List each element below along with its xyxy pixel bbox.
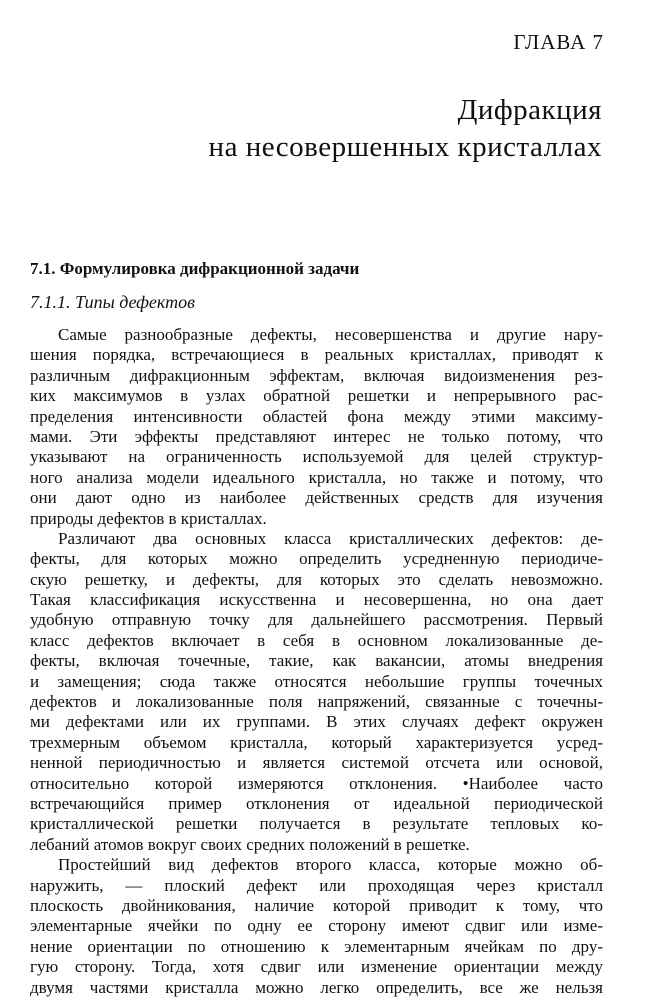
text-line: мами. Эти эффекты представляют интерес не только потому, что [30, 426, 603, 446]
text-line: ми дефектами или их группами. В этих случаях дефект окружен [30, 712, 603, 732]
text-line: кристаллической решетки получается в результате тепловых ко- [30, 814, 603, 834]
text-line: относительно которой измеряются отклонения. •Наиболее часто [30, 773, 603, 793]
text-line: наружить, — плоский дефект или проходящая через кристалл [30, 875, 603, 895]
chapter-title [209, 92, 602, 166]
text-line: нение ориентации по отношению к элементарным ячейкам по дру- [30, 936, 603, 956]
subsection-heading: 7.1.1. Типы дефектов [30, 292, 195, 312]
body-text [30, 325, 603, 998]
text-line: двумя частями кристалла можно легко определить, все же нельзя [30, 977, 603, 997]
text-line: они дают одно из наиболее действенных средств для изучения [30, 488, 603, 508]
chapter-label: ГЛАВА 7 [513, 30, 604, 54]
text-line: гую сторону. Тогда, хотя сдвиг или изменение ориентации между [30, 957, 603, 977]
section-heading: 7.1. Формулировка дифракционной задачи [30, 259, 360, 278]
text-line: пределения интенсивности областей фона между этими максиму- [30, 406, 603, 426]
text-line: фекты, включая точечные, такие, как вакансии, атомы внедрения [30, 651, 603, 671]
text-line: Самые разнообразные дефекты, несовершенства и другие нару- [58, 325, 603, 344]
text-line: класс дефектов включает в себя в основном локализованные де- [30, 630, 603, 650]
text-line: различным дифракционным эффектам, включая видоизменения рез- [30, 365, 603, 385]
text-line: Простейший вид дефектов второго класса, которые можно об- [58, 855, 603, 875]
text-line: плоскость двойникования, наличие которой приводит к тому, что [30, 895, 603, 915]
text-line: ного анализа модели идеального кристалла, но также и потому, что [30, 467, 603, 487]
text-line: трехмерным объемом кристалла, который характеризуется усред- [30, 732, 603, 752]
text-line: и замещения; сюда также относятся небольшие группы точечных [30, 671, 603, 691]
text-line: шения порядка, встречающиеся в реальных кристаллах, приводят к [30, 345, 603, 365]
text-line: ких максимумов в узлах обратной решетки и непрерывного рас- [30, 386, 603, 406]
text-line: дефектов и локализованные поля напряжений, связанные с точечны- [30, 692, 603, 712]
text-line: фекты, для которых можно определить усредненную периодиче- [30, 549, 603, 569]
text-line: ненной периодичностью и является системой отсчета или основой, [30, 753, 603, 773]
text-line: элементарные ячейки по одну ее сторону имеют сдвиг или изме- [30, 916, 603, 936]
chapter-title-line-1: Дифракция [457, 94, 602, 126]
text-line: встречающийся пример отклонения от идеальной периодической [30, 793, 603, 813]
chapter-title-line-2: на несовершенных кристаллах [208, 131, 602, 163]
text-line: лебаний атомов вокруг своих средних положений в решетке. [30, 834, 470, 854]
text-line: природы дефектов в кристаллах. [30, 508, 267, 528]
text-line: Такая классификация искусственна и несовершенна, но она дает [30, 590, 603, 610]
text-line: указывают на ограниченность используемой для целей структур- [30, 447, 603, 467]
text-line: удобную отправную точку для дальнейшего рассмотрения. Первый [30, 610, 603, 630]
text-line: скую решетку, и дефекты, для которых это сделать невозможно. [30, 569, 603, 589]
text-line: Различают два основных класса кристаллических дефектов: де- [58, 528, 603, 548]
